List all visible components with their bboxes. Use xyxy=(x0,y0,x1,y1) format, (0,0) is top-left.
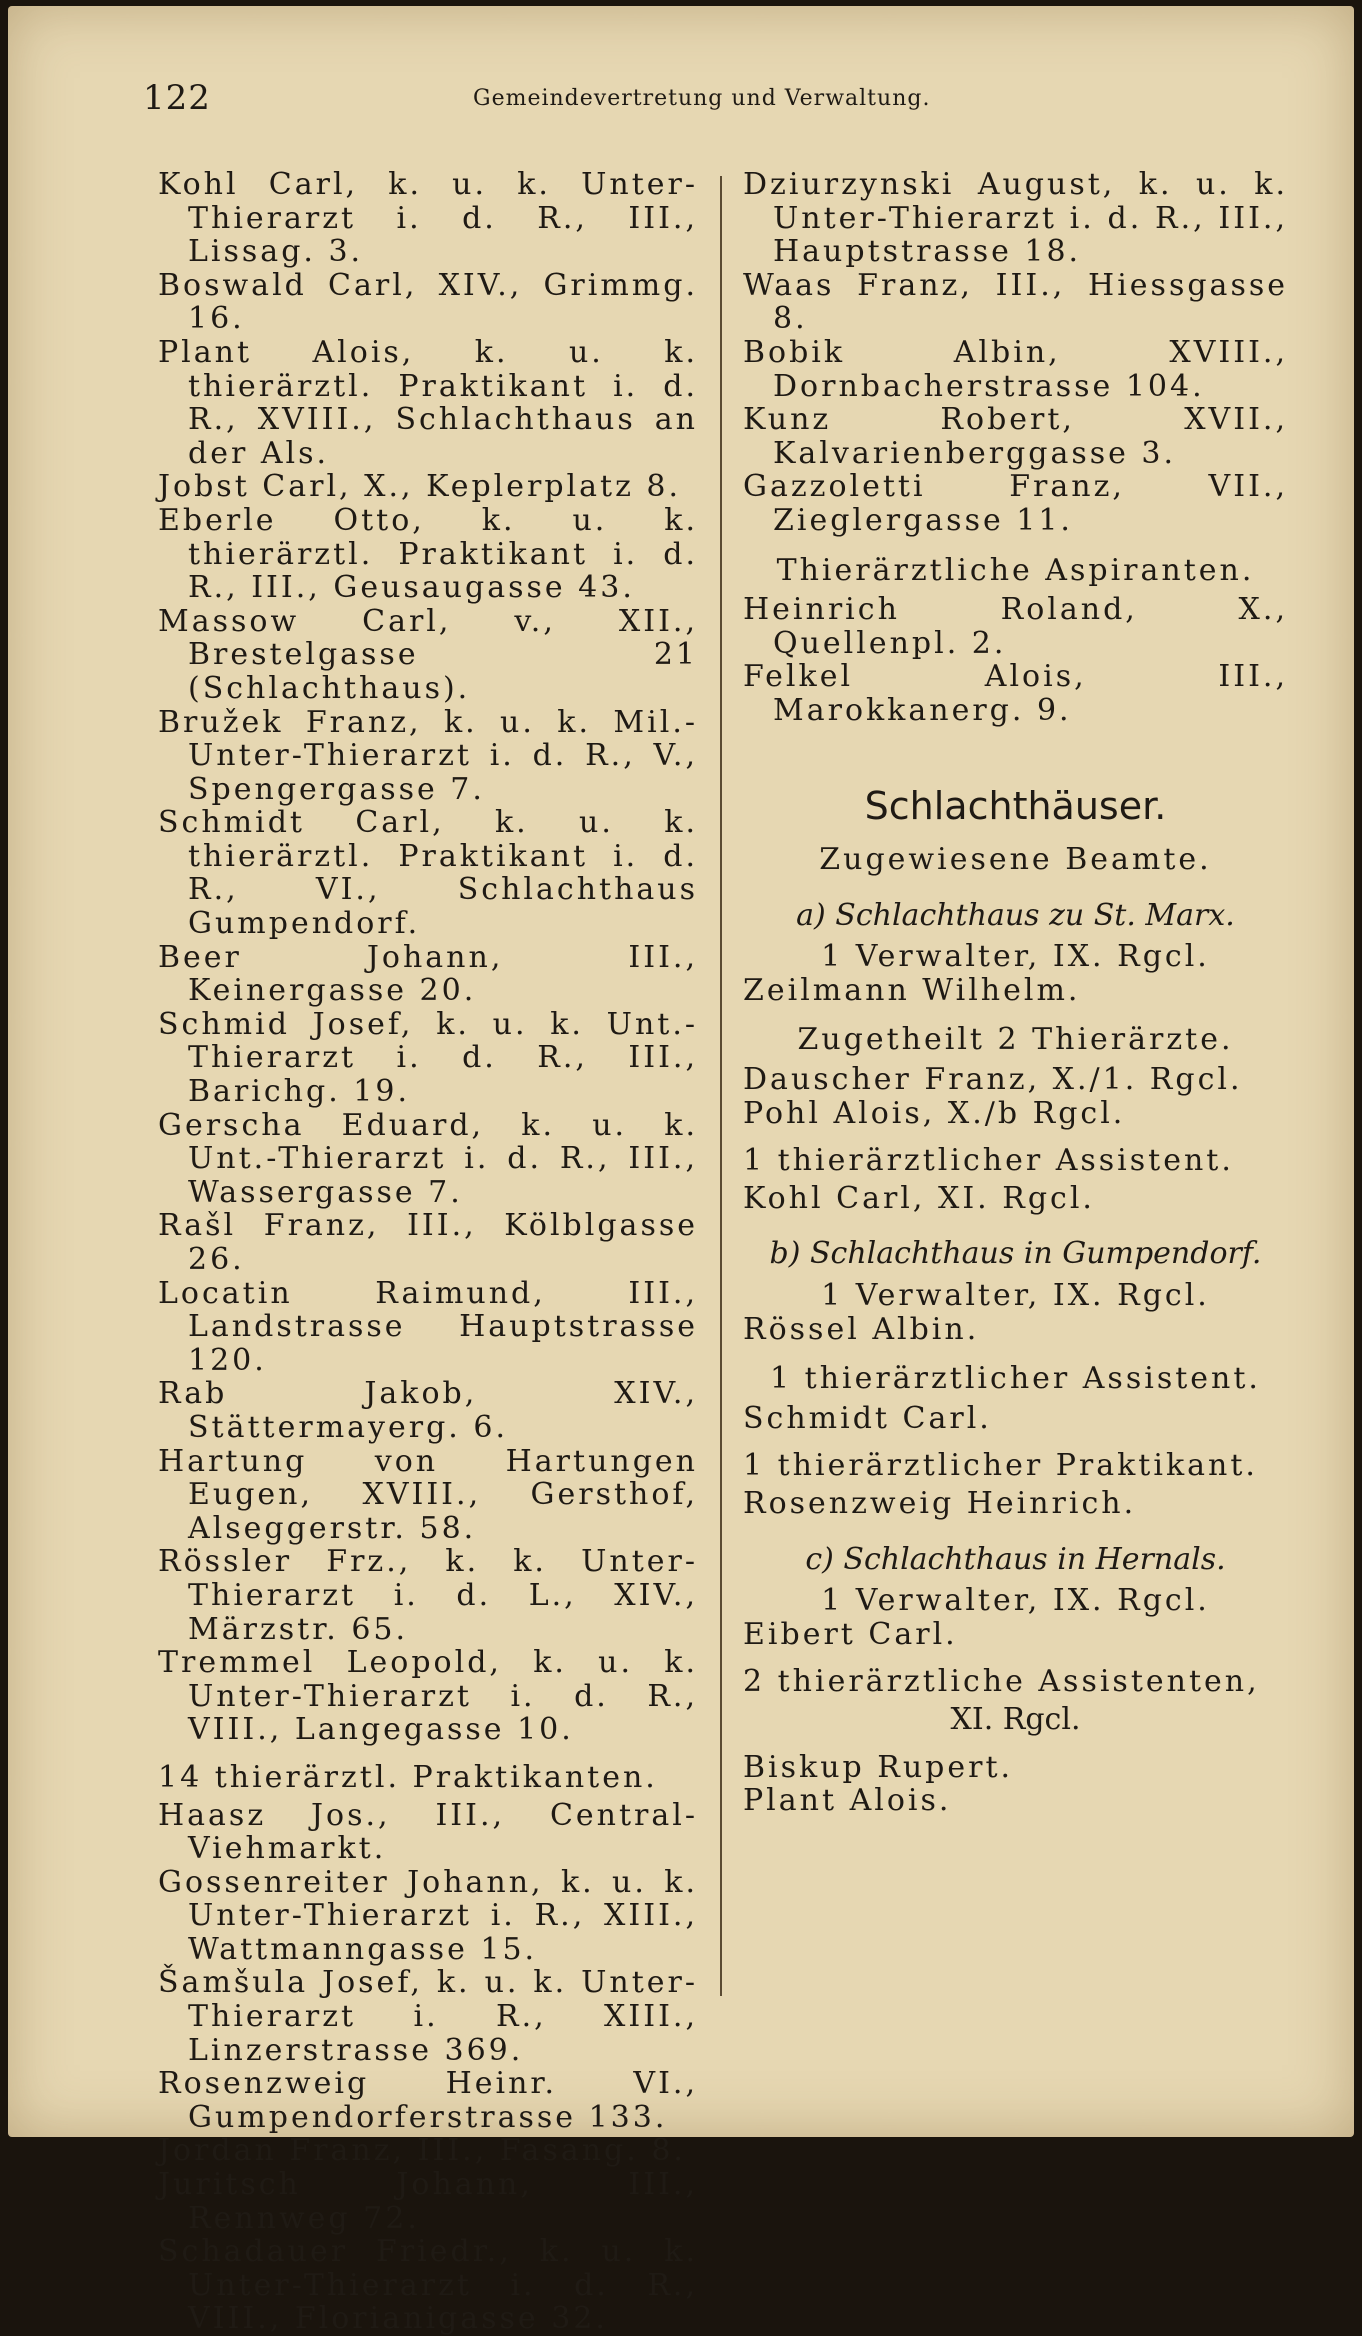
directory-entry: Tremmel Leopold, k. u. k. Unter-Thierarzt i. d. R., VIII., Langegasse 10. xyxy=(158,1646,698,1747)
zugewiesene-beamte-heading: Zugewiesene Beamte. xyxy=(743,843,1288,877)
directory-entry: Massow Carl, v., XII., Brestelgasse 21 (Schlachthaus). xyxy=(158,605,698,706)
assistent-name: Plant Alois. xyxy=(743,1784,1288,1818)
aspirant-entry: Felkel Alois, III., Marokkanerg. 9. xyxy=(743,660,1288,727)
aspiranten-heading: Thierärztliche Aspiranten. xyxy=(743,554,1288,588)
page-number: 122 xyxy=(143,78,211,118)
directory-entry: Schmidt Carl, k. u. k. thierärztl. Praktikant i. d. R., VI., Schlachthaus Gumpendorf. xyxy=(158,806,698,940)
book-page xyxy=(8,6,1354,2137)
praktikant-entry: Gossenreiter Johann, k. u. k. Unter-Thierarzt i. R., XIII., Wattmanngasse 15. xyxy=(158,1866,698,1967)
hernals-assistenten: 2 thierärztliche Assistenten, xyxy=(743,1665,1288,1699)
st-marx-heading: a) Schlachthaus zu St. Marx. xyxy=(743,899,1288,933)
directory-entry: Rab Jakob, XIV., Stättermayerg. 6. xyxy=(158,1377,698,1444)
directory-entry: Bružek Franz, k. u. k. Mil.-Unter-Thierarzt i. d. R., V., Spengergasse 7. xyxy=(158,706,698,807)
directory-entry: Waas Franz, III., Hiessgasse 8. xyxy=(743,269,1288,336)
gumpendorf-assistent: 1 thierärztlicher Assistent. xyxy=(743,1362,1288,1396)
directory-entry: Plant Alois, k. u. k. thierärztl. Praktikant i. d. R., XVIII., Schlachthaus an der Als. xyxy=(158,336,698,470)
st-marx-assistent-name: Kohl Carl, XI. Rgcl. xyxy=(743,1182,1288,1216)
st-marx-assistent: 1 thierärztlicher Assistent. xyxy=(743,1144,1288,1178)
hernals-verwalter: 1 Verwalter, IX. Rgcl. xyxy=(743,1584,1288,1618)
praktikant-entry: Schadauer Friedr., k. u. k. Unter-Thierarzt i. d. R., VIII., Florianigasse 32. xyxy=(158,2235,698,2336)
directory-entry: Schmid Josef, k. u. k. Unt.-Thierarzt i. d. R., III., Barichg. 19. xyxy=(158,1008,698,1109)
aspiranten-list xyxy=(743,593,1288,727)
directory-entry: Beer Johann, III., Keinergasse 20. xyxy=(158,941,698,1008)
page-header xyxy=(143,78,1284,124)
st-marx-verwalter: 1 Verwalter, IX. Rgcl. xyxy=(743,940,1288,974)
gumpendorf-praktikant: 1 thierärztlicher Praktikant. xyxy=(743,1449,1288,1483)
directory-entry: Eberle Otto, k. u. k. thierärztl. Praktikant i. d. R., III., Geusaugasse 43. xyxy=(158,504,698,605)
spacer xyxy=(743,1737,1288,1751)
hernals-assistenten-rank: XI. Rgcl. xyxy=(743,1703,1288,1737)
st-marx-thieraerzte xyxy=(743,1063,1288,1130)
gumpendorf-assistent-name: Schmidt Carl. xyxy=(743,1402,1288,1436)
praktikant-entry: Juritsch Johann, III., Rennweg 72. xyxy=(158,2168,698,2235)
thierarzt-entry: Dauscher Franz, X./1. Rgcl. xyxy=(743,1063,1288,1097)
directory-entry: Locatin Raimund, III., Landstrasse Hauptstrasse 120. xyxy=(158,1277,698,1378)
st-marx-verwalter-name: Zeilmann Wilhelm. xyxy=(743,974,1288,1008)
praktikant-entry: Šamšula Josef, k. u. k. Unter-Thierarzt i. R., XIII., Linzerstrasse 369. xyxy=(158,1966,698,2067)
right-column xyxy=(743,168,1288,1818)
hernals-verwalter-name: Eibert Carl. xyxy=(743,1618,1288,1652)
column-divider xyxy=(720,176,722,1996)
thierarzt-entry: Pohl Alois, X./b Rgcl. xyxy=(743,1097,1288,1131)
right-entry-list xyxy=(743,168,1288,538)
directory-entry: Rašl Franz, III., Kölblgasse 26. xyxy=(158,1209,698,1276)
directory-entry: Rössler Frz., k. k. Unter-Thierarzt i. d. L., XIV., Märzstr. 65. xyxy=(158,1545,698,1646)
gumpendorf-heading: b) Schlachthaus in Gumpendorf. xyxy=(743,1237,1288,1271)
directory-entry: Hartung von Hartungen Eugen, XVIII., Gersthof, Alseggerstr. 58. xyxy=(158,1445,698,1546)
praktikant-entry: Haasz Jos., III., Central-Viehmarkt. xyxy=(158,1799,698,1866)
directory-entry: Bobik Albin, XVIII., Dornbacherstrasse 104. xyxy=(743,336,1288,403)
left-column xyxy=(158,168,698,2336)
hernals-names xyxy=(743,1751,1288,1818)
praktikant-entry: Rosenzweig Heinr. VI., Gumpendorferstrasse 133. xyxy=(158,2067,698,2134)
directory-entry: Kunz Robert, XVII., Kalvarienberggasse 3. xyxy=(743,403,1288,470)
directory-entry: Dziurzynski August, k. u. k. Unter-Thierarzt i. d. R., III., Hauptstrasse 18. xyxy=(743,168,1288,269)
hernals-heading: c) Schlachthaus in Hernals. xyxy=(743,1543,1288,1577)
running-title: Gemeindevertretung und Verwaltung. xyxy=(473,86,930,111)
left-entry-list xyxy=(158,168,698,1747)
praktikant-entry: Jordan Franz, III., Fasang. 8. xyxy=(158,2134,698,2168)
aspirant-entry: Heinrich Roland, X., Quellenpl. 2. xyxy=(743,593,1288,660)
praktikanten-list xyxy=(158,1799,698,2336)
directory-entry: Gerscha Eduard, k. u. k. Unt.-Thierarzt i. d. R., III., Wassergasse 7. xyxy=(158,1109,698,1210)
directory-entry: Kohl Carl, k. u. k. Unter-Thierarzt i. d. R., III., Lissag. 3. xyxy=(158,168,698,269)
gumpendorf-praktikant-name: Rosenzweig Heinrich. xyxy=(743,1487,1288,1521)
directory-entry: Boswald Carl, XIV., Grimmg. 16. xyxy=(158,269,698,336)
schlachthaeuser-heading: Schlachthäuser. xyxy=(743,790,1288,824)
directory-entry: Jobst Carl, X., Keplerplatz 8. xyxy=(158,470,698,504)
praktikanten-heading: 14 thierärztl. Praktikanten. xyxy=(158,1761,698,1795)
st-marx-zugetheilt: Zugetheilt 2 Thierärzte. xyxy=(743,1023,1288,1057)
gumpendorf-verwalter-name: Rössel Albin. xyxy=(743,1313,1288,1347)
assistent-name: Biskup Rupert. xyxy=(743,1751,1288,1785)
directory-entry: Gazzoletti Franz, VII., Zieglergasse 11. xyxy=(743,470,1288,537)
gumpendorf-verwalter: 1 Verwalter, IX. Rgcl. xyxy=(743,1279,1288,1313)
